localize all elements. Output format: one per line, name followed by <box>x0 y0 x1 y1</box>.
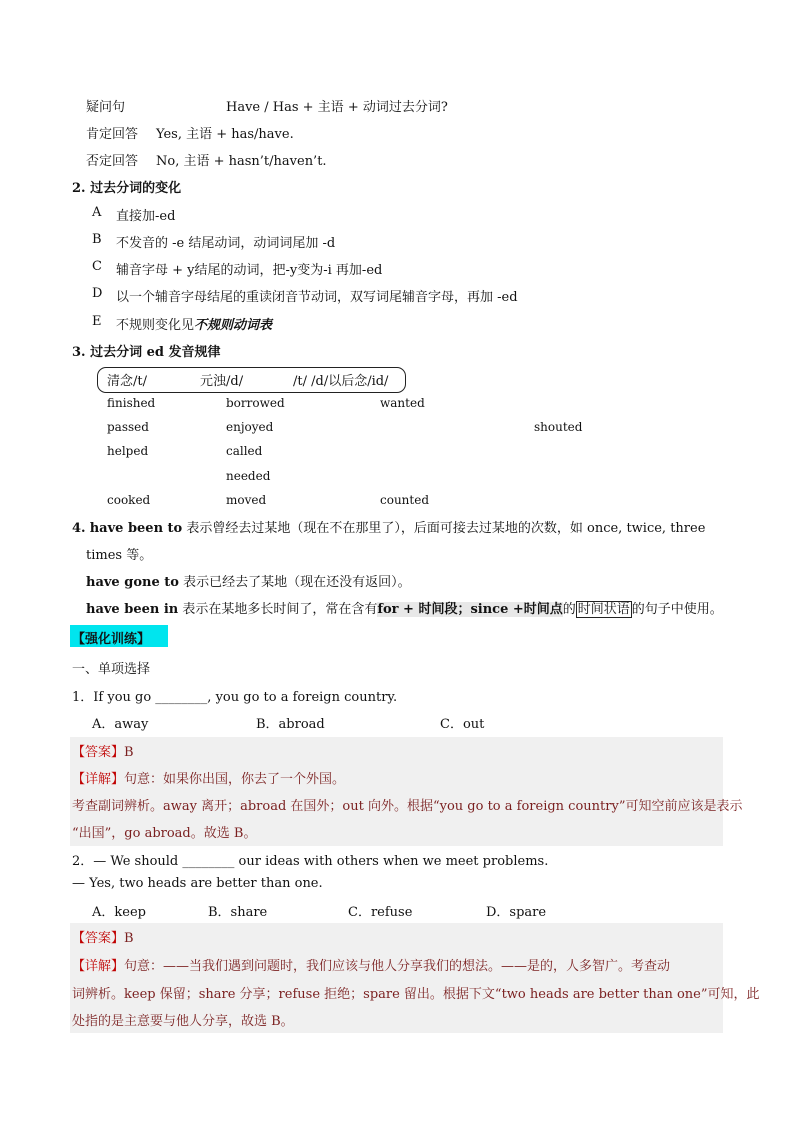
rule-c-text: 辅音字母 + y结尾的动词，把-y变为-i 再加-ed <box>116 263 383 278</box>
word-moved: moved <box>226 493 267 507</box>
q2-option-a: A．keep <box>92 905 146 920</box>
term-have-been-to: have been to <box>89 521 183 536</box>
section-3-title: 3. 过去分词 ed 发音规律 <box>72 345 221 360</box>
positive-answer-form: Yes, 主语 + has/have. <box>156 127 294 142</box>
word-cooked: cooked <box>107 493 151 507</box>
negative-answer-label: 否定回答 <box>86 154 139 169</box>
practice-part-title: 一、单项选择 <box>72 662 151 677</box>
q1-answer-label: 【答案】 <box>72 745 125 760</box>
desc-have-been-to-cont: times 等。 <box>86 548 153 563</box>
negative-answer-form: No, 主语 + hasn’t/haven’t. <box>156 154 327 169</box>
word-called: called <box>226 444 263 458</box>
word-enjoyed: enjoyed <box>226 420 274 434</box>
q1-stem: 1．If you go ________, you go to a foreign country. <box>72 690 398 705</box>
desc-de: 的 <box>562 602 576 617</box>
question-form: Have / Has + 主语 + 动词过去分词? <box>226 100 448 115</box>
q1-detail-line-1 <box>72 768 345 787</box>
desc-have-been-in-end: 的句子中使用。 <box>631 602 723 617</box>
q2-answer: B <box>124 931 134 946</box>
q2-detail-label: 【详解】 <box>72 959 125 974</box>
q2-option-c: C．refuse <box>348 905 413 920</box>
section-4-line-3 <box>86 598 723 617</box>
section-4-line-2 <box>86 571 411 590</box>
word-shouted: shouted <box>534 420 583 434</box>
irregular-verb-table-ref: 不规则动词表 <box>194 318 273 333</box>
question-form-label: 疑问句 <box>86 100 126 115</box>
rule-e-text <box>116 314 272 333</box>
term-have-gone-to: have gone to <box>86 575 179 590</box>
q2-option-d: D．spare <box>486 905 547 920</box>
rule-d-letter: D <box>92 286 103 301</box>
word-finished: finished <box>107 396 156 410</box>
word-helped: helped <box>107 444 149 458</box>
word-borrowed: borrowed <box>226 396 285 410</box>
section-2-title: 2. 过去分词的变化 <box>72 181 182 196</box>
pron-head-d: 元浊/d/ <box>200 374 244 389</box>
for-since-highlight: for + 时间段；since +时间点 <box>377 602 563 617</box>
q1-detail-1: 句意：如果你出国，你去了一个外国。 <box>124 772 346 787</box>
rule-d-text: 以一个辅音字母结尾的重读闭音节动词，双写词尾辅音字母，再加 -ed <box>116 290 518 305</box>
rule-e-letter: E <box>92 314 102 329</box>
rule-b-letter: B <box>92 232 102 247</box>
q1-answer-line <box>72 741 134 760</box>
section-4-line-1 <box>72 517 705 536</box>
q1-detail-2: 考查副词辨析。away 离开；abroad 在国外；out 向外。根据“you go to a foreign country”可知空前应该是表示 <box>72 799 743 814</box>
q2-detail-1: 句意：——当我们遇到问题时，我们应该与他人分享我们的想法。——是的，人多智广。考查动 <box>124 959 671 974</box>
q2-answer-label: 【答案】 <box>72 931 125 946</box>
rule-a-text: 直接加-ed <box>116 209 176 224</box>
section-4-number: 4. <box>72 521 86 536</box>
word-counted: counted <box>380 493 430 507</box>
desc-have-been-to: 表示曾经去过某地（现在不在那里了），后面可接去过某地的次数，如 once, twice, three <box>186 521 706 536</box>
time-adverbial-box: 时间状语 <box>577 602 630 617</box>
q1-answer: B <box>124 745 134 760</box>
q1-option-a: A．away <box>92 717 149 732</box>
word-wanted: wanted <box>380 396 425 410</box>
pron-head-id: /t/ /d/以后念/id/ <box>293 374 389 389</box>
q2-option-b: B．share <box>208 905 268 920</box>
q1-detail-3: “出国”，go abroad。故选 B。 <box>72 826 257 841</box>
rule-a-letter: A <box>92 205 102 220</box>
q2-answer-line <box>72 927 134 946</box>
pron-head-t: 清念/t/ <box>107 374 147 389</box>
rule-b-text: 不发音的 -e 结尾动词，动词词尾加 -d <box>116 236 336 251</box>
term-have-been-in: have been in <box>86 602 179 617</box>
q2-detail-3: 处指的是主意要与他人分享，故选 B。 <box>72 1014 294 1029</box>
q2-stem: 2．— We should ________ our ideas with others when we meet problems. <box>72 854 549 869</box>
desc-have-been-in: 表示在某地多长时间了，常在含有 <box>182 602 378 617</box>
word-passed: passed <box>107 420 149 434</box>
word-needed: needed <box>226 469 271 483</box>
positive-answer-label: 肯定回答 <box>86 127 139 142</box>
desc-have-gone-to: 表示已经去了某地（现在还没有返回）。 <box>183 575 411 590</box>
q1-option-b: B．abroad <box>256 717 325 732</box>
q2-detail-2: 词辨析。keep 保留；share 分享；refuse 拒绝；spare 留出。根据下文“two heads are better than one”可知，此 <box>72 987 760 1002</box>
practice-tag: 【强化训练】 <box>72 632 151 647</box>
q1-option-c: C．out <box>440 717 485 732</box>
q2-detail-line-1 <box>72 955 670 974</box>
rule-e-plain: 不规则变化见 <box>116 318 195 333</box>
q1-detail-label: 【详解】 <box>72 772 125 787</box>
q2-stem-2: — Yes, two heads are better than one. <box>72 876 323 891</box>
rule-c-letter: C <box>92 259 102 274</box>
